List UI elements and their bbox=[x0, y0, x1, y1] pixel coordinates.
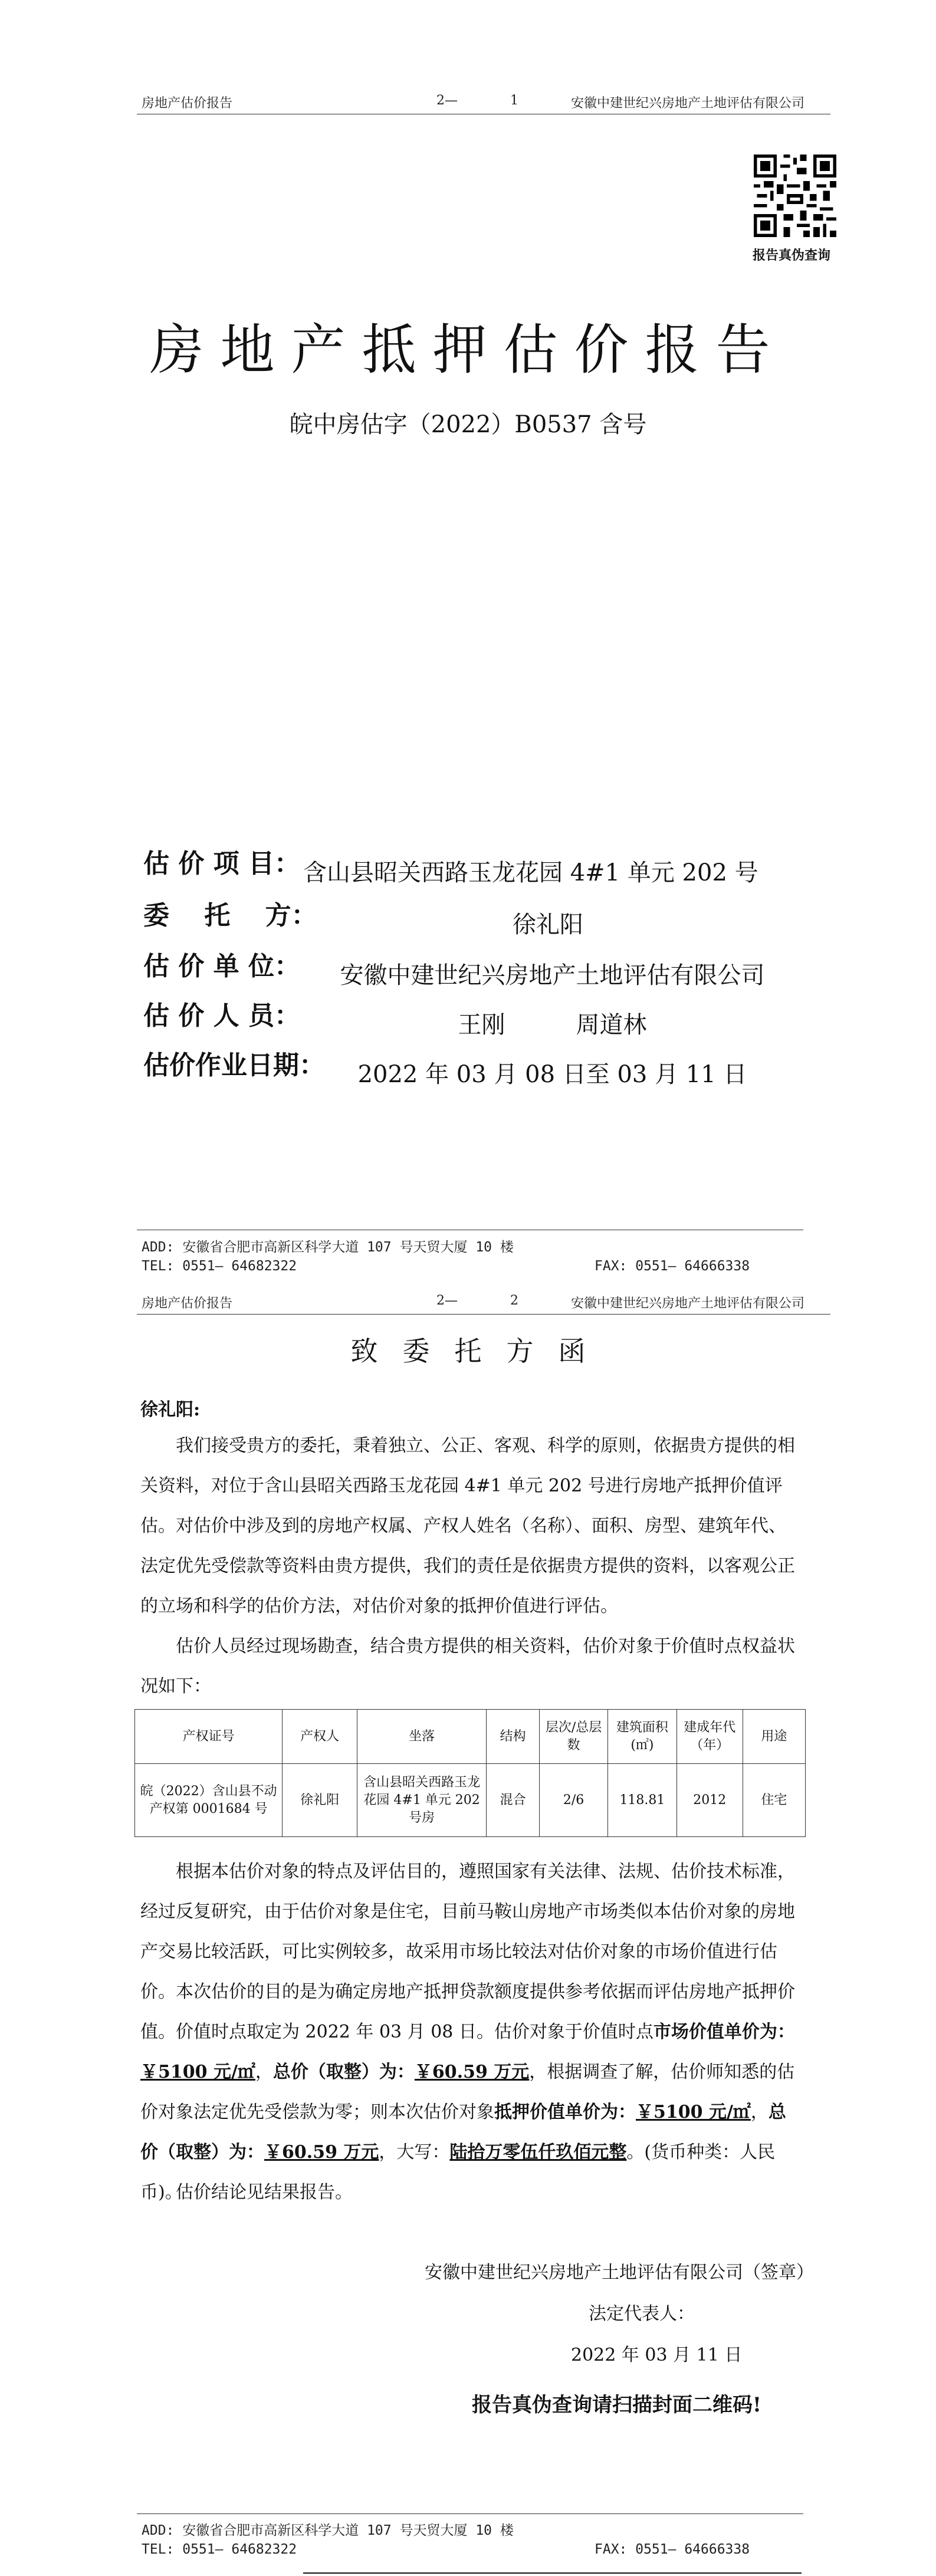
header-left: 房地产估价报告 bbox=[142, 96, 233, 111]
header-right: 安徽中建世纪兴房地产土地评估有限公司 bbox=[571, 96, 805, 111]
property-table bbox=[134, 1709, 806, 1837]
salutation: 徐礼阳: bbox=[140, 1399, 201, 1420]
info-row-project bbox=[143, 845, 303, 880]
table-header-cell: 建筑面积(㎡) bbox=[608, 1710, 676, 1764]
p4-market-unit-label: 市场价值单价为： bbox=[653, 2022, 795, 2042]
header-right: 安徽中建世纪兴房地产土地评估有限公司 bbox=[571, 1296, 805, 1311]
footer-rule bbox=[137, 2513, 803, 2514]
header-page-number: 1 bbox=[510, 93, 518, 108]
qr-label: 报告真伪查询 bbox=[753, 248, 831, 263]
table-cell: 住宅 bbox=[743, 1764, 805, 1837]
p4-amount-in-words: 陆拾万零伍仟玖佰元整 bbox=[449, 2142, 627, 2163]
info-row-appraisers bbox=[143, 997, 303, 1032]
table-header-cell: 建成年代（年） bbox=[676, 1710, 743, 1764]
info-row-unit bbox=[143, 947, 303, 983]
p4-market-total-label: 总价（取整）为： bbox=[272, 2062, 415, 2082]
header-page-number: 2 bbox=[510, 1293, 518, 1308]
footer-fax: FAX: 0551— 64666338 bbox=[595, 2542, 750, 2557]
table-cell: 2012 bbox=[676, 1764, 743, 1837]
table-cell: 2/6 bbox=[539, 1764, 607, 1837]
footer-address: ADD: 安徽省合肥市高新区科学大道 107 号天贸大厦 10 楼 bbox=[142, 1240, 514, 1255]
footer-tel: TEL: 0551— 64682322 bbox=[142, 1259, 297, 1274]
letter-title: 致委托方函 bbox=[350, 1335, 610, 1367]
info-value-project: 含山县昭关西路玉龙花园 4#1 单元 202 号 bbox=[303, 854, 802, 2574]
p4-text: ， bbox=[750, 2102, 768, 2122]
table-row bbox=[135, 1764, 806, 1837]
signature-company: 安徽中建世纪兴房地产土地评估有限公司（签章） bbox=[425, 2262, 814, 2283]
table-cell: 混合 bbox=[487, 1764, 540, 1837]
info-row-client bbox=[143, 896, 317, 932]
table-cell: 皖（2022）含山县不动产权第 0001684 号 bbox=[135, 1764, 283, 1837]
table-header-cell: 用途 bbox=[743, 1710, 805, 1764]
report-number: 皖中房估字（2022）B0537 含号 bbox=[289, 411, 647, 438]
table-header-cell: 结构 bbox=[487, 1710, 540, 1764]
info-value-client: 徐礼阳 bbox=[303, 906, 793, 2574]
p4-market-total-price: ￥60.59 万元 bbox=[414, 2062, 530, 2082]
info-label: 估价作业日期： bbox=[143, 1050, 325, 1080]
header-page-mark: 2— bbox=[436, 93, 458, 108]
header-left: 房地产估价报告 bbox=[142, 1296, 233, 1311]
p4-text: 。(货币种类：人民币)。 bbox=[140, 2142, 776, 2203]
info-label: 委 托 方： bbox=[143, 901, 317, 931]
table-cell: 含山县昭关西路玉龙花园 4#1 单元 202 号房 bbox=[357, 1764, 486, 1837]
table-cell: 徐礼阳 bbox=[283, 1764, 357, 1837]
table-header-cell: 产权人 bbox=[283, 1710, 357, 1764]
info-value-appraisers: 王刚 周道林 bbox=[303, 1006, 802, 2574]
info-label: 估 价 单 位： bbox=[143, 951, 300, 981]
info-row-date bbox=[143, 1046, 325, 1082]
header-page-mark: 2— bbox=[436, 1293, 458, 1308]
table-cell: 118.81 bbox=[608, 1764, 676, 1837]
info-label: 估 价 人 员： bbox=[143, 1001, 300, 1031]
info-value-date: 2022 年 03 月 08 日至 03 月 11 日 bbox=[303, 1056, 802, 2574]
p4-text: ，大写： bbox=[379, 2142, 450, 2163]
p4-mortgage-unit-label: 抵押价值单价为： bbox=[494, 2102, 636, 2122]
p4-mortgage-total-label: 总价（取整）为： bbox=[140, 2102, 786, 2163]
footer-address: ADD: 安徽省合肥市高新区科学大道 107 号天贸大厦 10 楼 bbox=[142, 2523, 514, 2538]
p4-text: ，根据调查了解，估价师知悉的估价对象法定优先受偿款为零；则本次估价对象 bbox=[140, 2062, 795, 2122]
table-header-row bbox=[135, 1710, 806, 1764]
footer-fax: FAX: 0551— 64666338 bbox=[595, 1259, 750, 1274]
paragraph-1: 我们接受贵方的委托，秉着独立、公正、客观、科学的原则，依据贵方提供的相关资料，对位于含山县昭关西路玉龙花园 4#1 单元 202 号进行房地产抵押价值评估。对估价中涉及到的房地产权属、产权人姓名（名称）、面积、房型、建筑年代、法定优先受偿款等资料由贵方提供，我们的责任是依据贵方提供的资料，以客观公正的立场和科学的估价方法，对估价对象的抵押价值进行评估。 bbox=[140, 1435, 795, 1616]
signature-representative: 法定代表人： bbox=[589, 2304, 695, 2324]
report-title: 房地产抵押估价报告 bbox=[149, 318, 787, 382]
p4-mortgage-unit-price: ￥5100 元/㎡ bbox=[636, 2102, 751, 2122]
p4-mortgage-total-price: ￥60.59 万元 bbox=[264, 2142, 379, 2163]
table-header-cell: 产权证号 bbox=[135, 1710, 283, 1764]
qr-code-icon[interactable] bbox=[754, 155, 836, 237]
p4-text: 本次估价的目的是为确定房地产抵押贷款额度提供参考依据而评估房地产抵押价值。价值时点取定为 2022 年 03 月 08 日。估价对象于价值时点 bbox=[140, 1982, 795, 2042]
paragraph-2: 估价人员经过现场勘查，结合贵方提供的相关资料，估价对象于价值时点权益状况如下： bbox=[140, 1636, 795, 1697]
header-rule bbox=[137, 1314, 830, 1315]
qr-notice: 报告真伪查询请扫描封面二维码! bbox=[472, 2393, 761, 2417]
p4-market-unit-price: ￥5100 元/㎡ bbox=[140, 2062, 255, 2082]
signature-date: 2022 年 03 月 11 日 bbox=[571, 2345, 743, 2365]
table-header-cell: 层次/总层数 bbox=[539, 1710, 607, 1764]
info-value-unit: 安徽中建世纪兴房地产土地评估有限公司 bbox=[303, 957, 802, 2574]
info-label: 估 价 项 目： bbox=[143, 849, 300, 879]
paragraph-5: 估价结论见结果报告。 bbox=[176, 2182, 353, 2203]
p4-text: ， bbox=[255, 2062, 273, 2082]
footer-tel: TEL: 0551— 64682322 bbox=[142, 2542, 297, 2557]
paragraph-3: 根据本估价对象的特点及评估目的，遵照国家有关法律、法规、估价技术标准，经过反复研究，由于估价对象是住宅，目前马鞍山房地产市场类似本估价对象的房地产交易比较活跃，可比实例较多，故采用市场比较法对估价对象的市场价值进行估价。 bbox=[140, 1861, 795, 2002]
table-header-cell: 坐落 bbox=[357, 1710, 486, 1764]
